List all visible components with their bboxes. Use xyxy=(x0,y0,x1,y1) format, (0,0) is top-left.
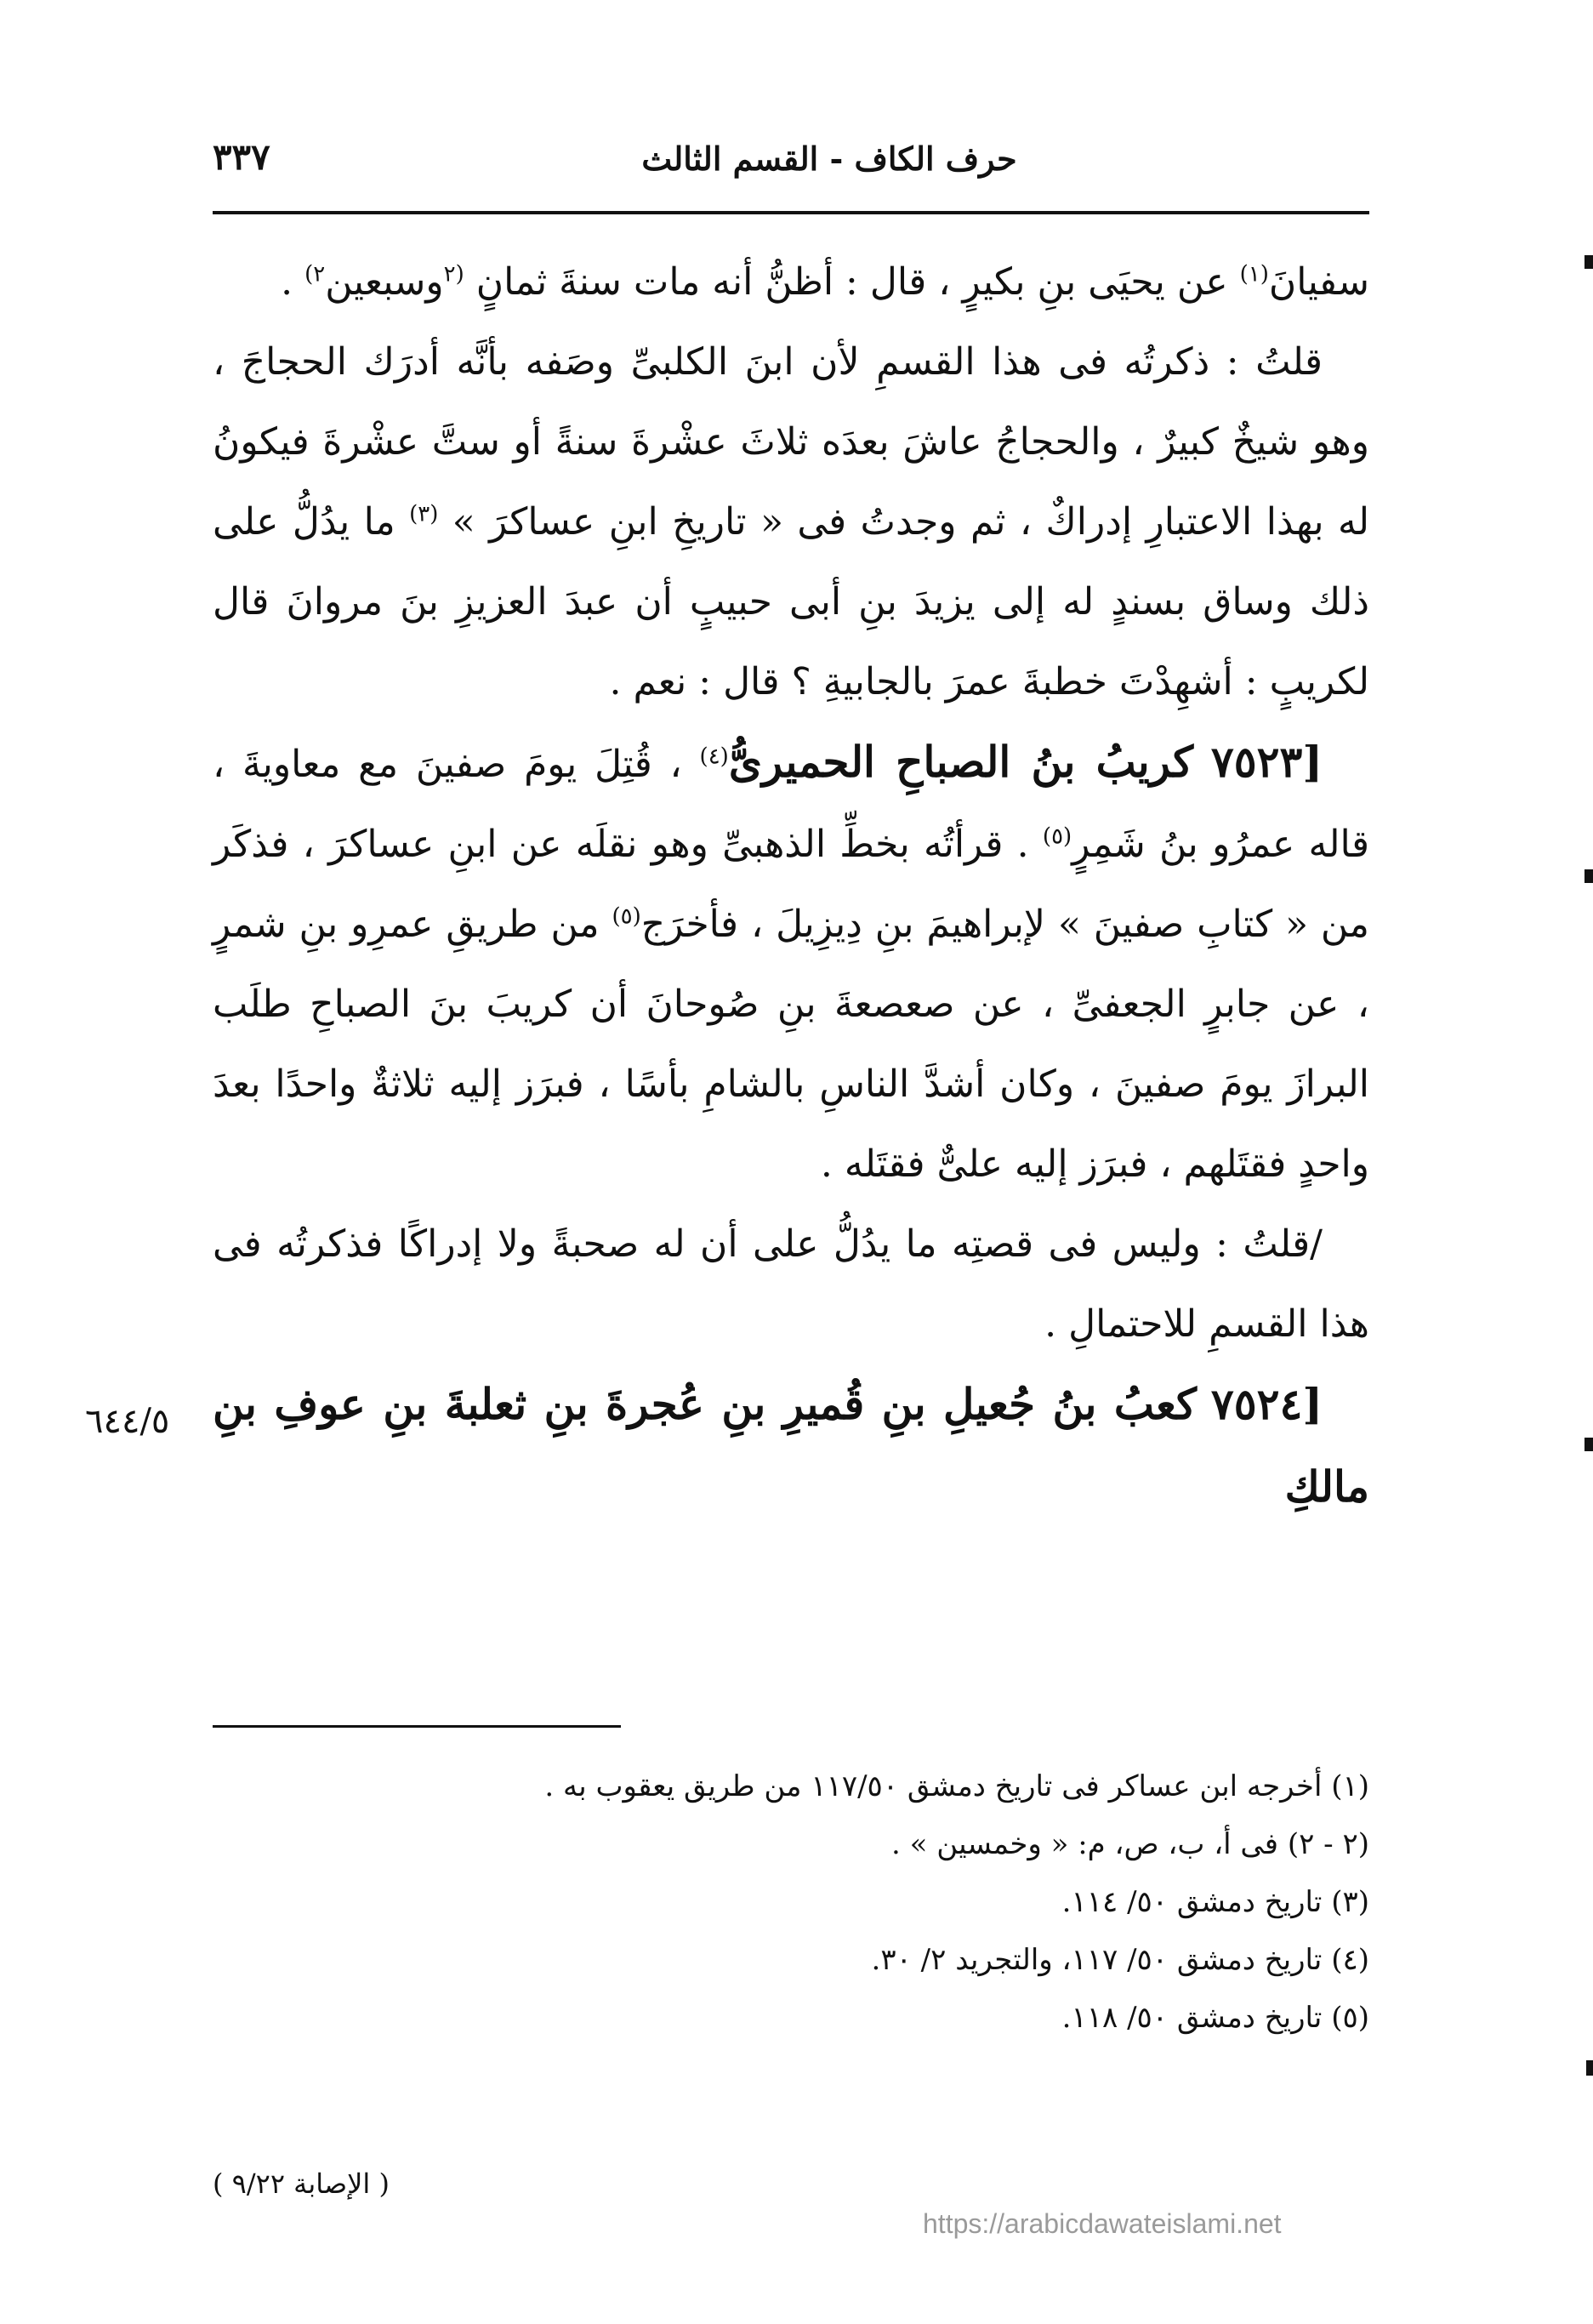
footnote-ref: (٥) xyxy=(612,903,641,930)
scan-mark xyxy=(1584,255,1593,269)
paragraph-1 xyxy=(213,242,1369,322)
entry-name: كريبُ بنُ الصباحِ الحميرىُّ xyxy=(728,737,1194,787)
text-span: . xyxy=(281,260,293,304)
footnote: (٢ - ٢) فى أ، ب، ص، م: « وخمسين » . xyxy=(891,1827,1369,1861)
text-span: وسبعين xyxy=(325,260,444,304)
entry-number: [٧٥٢٣ xyxy=(1210,737,1323,787)
text-span: قلتُ : ذكرتُه فى هذا القسمِ لأن ابنَ الكلبىِّ وصَفه بأنَّه أدرَك الحجاجَ ، وهو شيخٌ كبيرٌ ، والحجاجُ عاشَ بعدَه ثلاثَ عشْرةَ سنةً أو ستَّ عشْرةَ فيكونُ له بهذا الاعتبارِ إدراكٌ ، ثم وجدتُ فى « تاريخِ ابنِ عساكرَ » xyxy=(213,340,1369,544)
text-span: من طريقِ عمرِو بنِ شمرٍ ، عن جابرٍ الجعفىِّ ، عن صعصعةَ بنِ صُوحانَ أن كريبَ بنَ الصباحِ طلَب البرازَ يومَ صفينَ ، وكان أشدَّ الناسِ بالشامِ بأسًا ، فبرَز إليه ثلاثةٌ واحدًا بعدَ واحدٍ فقتَلهم ، فبرَز إليه علىٌّ فقتَله . xyxy=(213,903,1369,1186)
text-span: ، قُتِلَ يومَ صفينَ مع معاويةَ ، قاله عمرُو بنُ شَمِرٍ xyxy=(213,743,1369,866)
watermark-url: https://arabicdawateislami.net xyxy=(923,2208,1282,2239)
margin-note: ٦٤٤/٥ xyxy=(85,1402,170,1441)
page-header xyxy=(213,136,1369,196)
text-span: سفيانَ xyxy=(1268,260,1369,304)
entry-number: [٧٥٢٤ xyxy=(1210,1379,1323,1429)
footnote: (١) أخرجه ابن عساكر فى تاريخ دمشق ١١٧/٥٠ من طريق يعقوب به . xyxy=(544,1769,1369,1803)
main-text xyxy=(213,242,1369,1529)
footnote-ref: (٣) xyxy=(409,501,439,527)
volume-signature: ( الإصابة ٩/٢٢ ) xyxy=(213,2167,390,2200)
footnote: (٥) تاريخ دمشق ٥٠/ ١١٨. xyxy=(1061,2001,1369,2035)
footnote-ref: (٢ xyxy=(443,261,464,288)
footnote-ref: (١) xyxy=(1239,261,1269,288)
footnote: (٣) تاريخ دمشق ٥٠/ ١١٤. xyxy=(1061,1885,1369,1919)
text-span: /قلتُ : وليس فى قصتِه ما يدُلُّ على أن له صحبةً ولا إدراكًا فذكرتُه فى هذا القسمِ للاحتمالِ . xyxy=(213,1222,1369,1346)
entry-7523 xyxy=(213,722,1369,1205)
footnote-rule xyxy=(213,1725,621,1728)
scan-mark xyxy=(1584,1438,1593,1451)
page-number: ٣٣٧ xyxy=(213,136,270,178)
footnote-ref: (٥) xyxy=(1042,823,1072,850)
document-page xyxy=(85,0,1369,2324)
footnote: (٤) تاريخ دمشق ٥٠/ ١١٧، والتجريد ٢/ ٣٠. xyxy=(871,1943,1369,1977)
paragraph-3 xyxy=(213,1205,1369,1364)
text-span: عن يحيَى بنِ بكيرٍ ، قال : أظنُّ أنه مات سنةَ ثمانٍ xyxy=(475,260,1228,304)
paragraph-2 xyxy=(213,322,1369,722)
text-span: . قرأتُه بخطِّ الذهبىِّ وهو نقلَه عن ابنِ عساكرَ ، فذكَر من « كتابِ صفينَ » لإبراهيمَ بنِ دِيزِيلَ ، فأخرَج xyxy=(213,823,1369,946)
scan-mark xyxy=(1586,2060,1593,2076)
entry-7524 xyxy=(213,1364,1369,1529)
entry-name: كعبُ بنُ جُعيلِ بنِ قُميرِ بنِ عُجرةَ بنِ ثعلبةَ بنِ عوفِ بنِ مالكِ xyxy=(213,1379,1369,1512)
footnote-ref: ٢) xyxy=(304,261,326,288)
running-title: حرف الكاف - القسم الثالث xyxy=(641,140,1017,178)
text-span: ما يدُلُّ على ذلك وساق بسندٍ له إلى يزيدَ بنِ أبى حبيبٍ أن عبدَ العزيزِ بنَ مروانَ قال لكريبٍ : أشهِدْتَ خطبةَ عمرَ بالجابيةِ ؟ قال : نعم . xyxy=(213,500,1369,703)
header-rule xyxy=(213,211,1369,214)
scan-mark xyxy=(1584,869,1593,883)
footnote-ref: (٤) xyxy=(699,743,729,770)
footnotes xyxy=(213,1757,1369,2047)
